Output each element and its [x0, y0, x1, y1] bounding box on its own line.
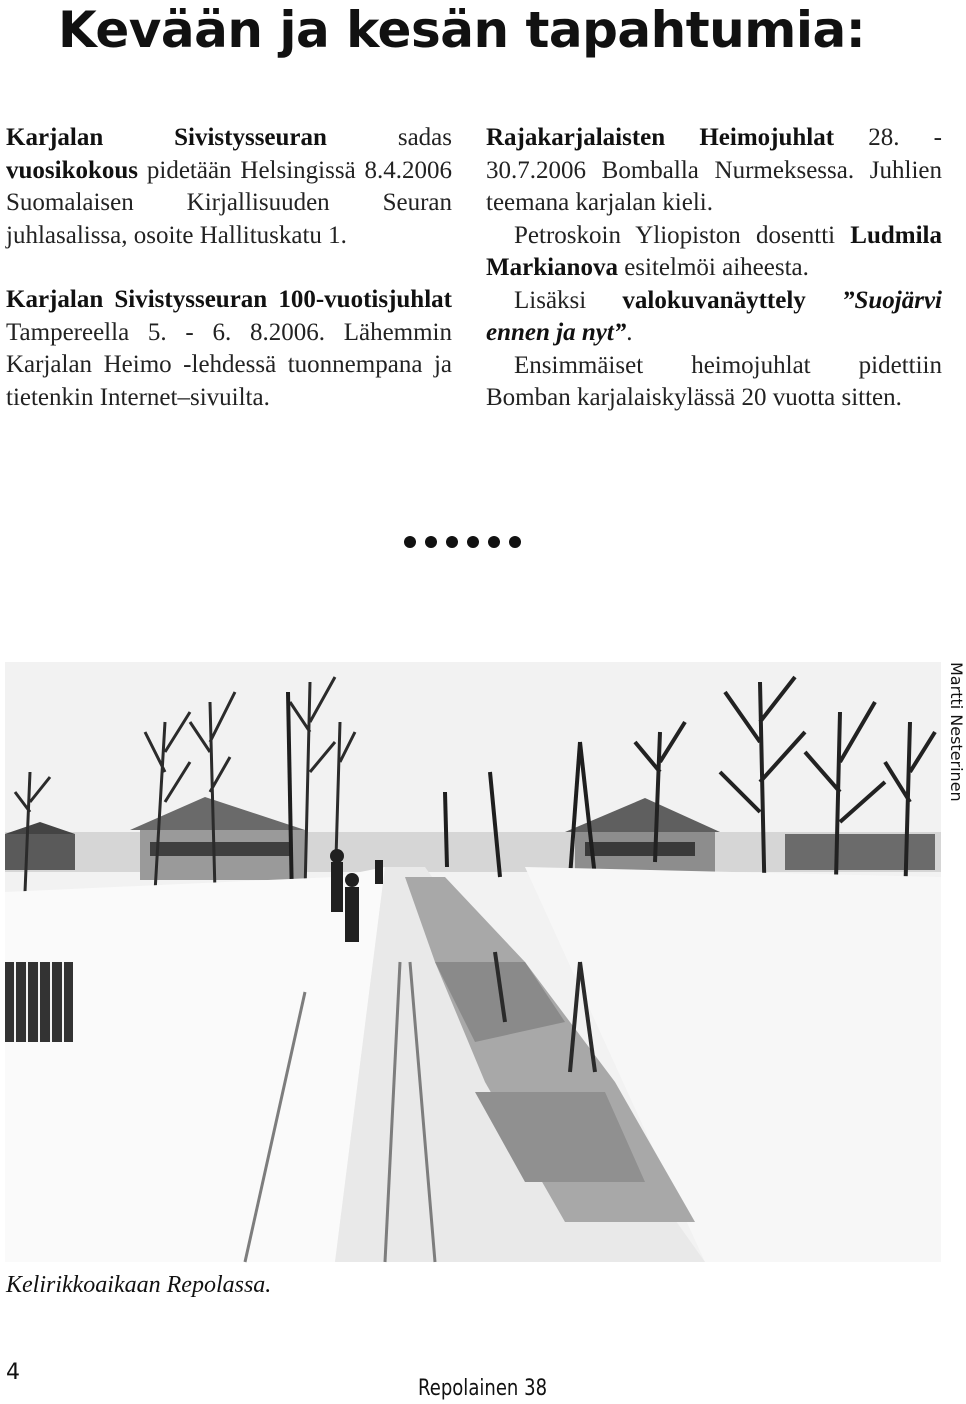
article-karjalan-sivistysseura-meeting — [6, 122, 452, 252]
article-heimojuhlat — [486, 122, 942, 220]
bold-text: Karjalan Sivistysseuran 100-vuotisjuhlat — [6, 286, 452, 313]
page-number: 4 — [6, 1360, 20, 1385]
separator-dot — [467, 536, 479, 548]
article-lecture — [486, 220, 942, 285]
right-column — [486, 122, 942, 415]
body-text: sadas — [326, 124, 452, 151]
page-headline: Kevään ja kesän tapahtumia: — [58, 1, 866, 59]
bold-italic-text: ”Suojärvi ennen ja nyt” — [486, 286, 943, 346]
body-text: pidetään Helsingissä 8.4.2006 Suomalaisen Kirjallisuuden Seuran juhlasalissa, osoite Hallituskatu 1. — [6, 156, 452, 249]
body-text: Petroskoin Yliopiston dosentti — [514, 221, 851, 249]
bold-text: vuosikokous — [6, 156, 139, 184]
article-history — [486, 350, 942, 415]
body-text: esitelmöi aiheesta. — [617, 254, 809, 281]
article-exhibition — [486, 285, 942, 350]
body-text: 28. - 30.7.2006 Bomballa Nurmeksessa. Juhlien teemana karjalan kieli. — [486, 124, 943, 216]
separator-dot — [488, 536, 500, 548]
body-text: Ensimmäiset heimojuhlat pidettiin Bomban karjalaiskylässä 20 vuotta sitten. — [486, 351, 942, 411]
bold-text: valokuvanäyttely — [622, 286, 806, 314]
bold-text: Rajakarjalaisten Heimojuhlat — [486, 124, 835, 151]
winter-village-illustration — [5, 662, 941, 1262]
separator-dot — [509, 536, 521, 548]
footer-publication-title: Repolainen 38 — [418, 1376, 548, 1401]
bold-text: Ludmila Markianova — [486, 221, 942, 281]
separator-dot — [404, 536, 416, 548]
body-text: Tampereella 5. - 6. 8.2006. Lähemmin Karjalan Heimo -lehdessä tuonnempana ja tietenkin Internet–sivuilta. — [6, 318, 452, 411]
bold-text: Karjalan Sivistysseuran — [6, 124, 327, 151]
body-text: Lisäksi — [514, 286, 623, 314]
village-road-photo — [5, 662, 941, 1262]
separator-dot — [425, 536, 437, 548]
left-column — [6, 122, 452, 414]
separator-dot — [446, 536, 458, 548]
section-separator-dots — [404, 536, 521, 548]
photo-caption: Kelirikkoaikaan Repolassa. — [6, 1272, 272, 1298]
article-centenary-celebration — [6, 284, 452, 414]
photo-credit: Martti Nesterinen — [947, 662, 966, 802]
body-text: . — [626, 319, 633, 346]
